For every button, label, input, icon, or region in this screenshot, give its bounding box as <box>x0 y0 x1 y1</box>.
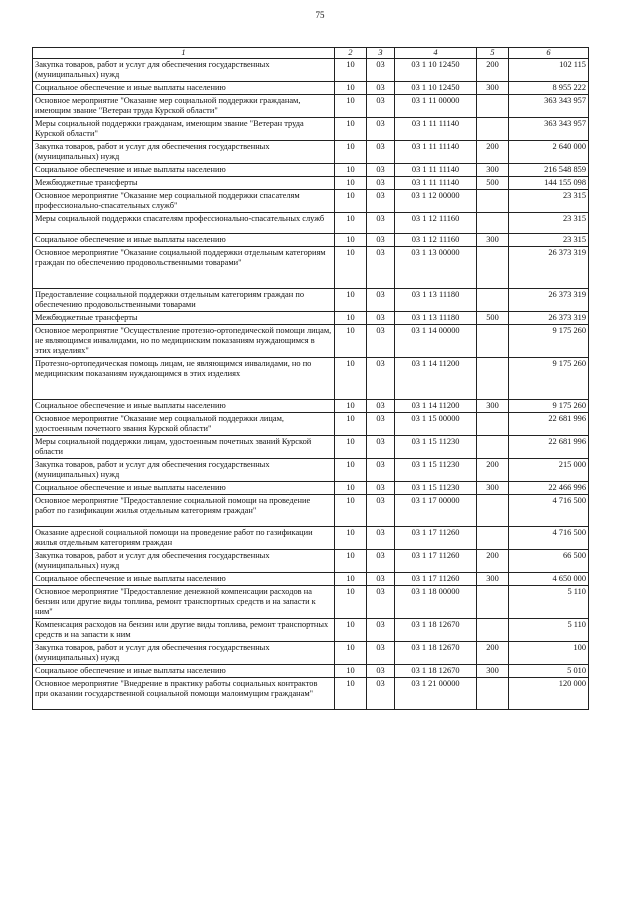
row-podrazdel: 03 <box>367 413 395 436</box>
table-row <box>33 247 589 289</box>
row-name: Закупка товаров, работ и услуг для обеспечения государственных (муниципальных) нужд <box>33 141 335 164</box>
row-name: Меры социальной поддержки гражданам, имеющим звание "Ветеран труда Курской области" <box>33 118 335 141</box>
row-razdel: 10 <box>335 400 367 413</box>
row-razdel: 10 <box>335 190 367 213</box>
row-csr: 03 1 17 00000 <box>395 495 477 527</box>
row-podrazdel: 03 <box>367 141 395 164</box>
row-razdel: 10 <box>335 59 367 82</box>
header-col-5: 5 <box>477 48 509 59</box>
row-csr: 03 1 12 11160 <box>395 213 477 234</box>
row-amount: 100 <box>509 642 589 665</box>
row-name: Межбюджетные трансферты <box>33 177 335 190</box>
row-razdel: 10 <box>335 164 367 177</box>
row-csr: 03 1 12 11160 <box>395 234 477 247</box>
row-csr: 03 1 18 12670 <box>395 665 477 678</box>
row-podrazdel: 03 <box>367 95 395 118</box>
row-amount: 2 640 000 <box>509 141 589 164</box>
row-vr <box>477 527 509 550</box>
table-row <box>33 190 589 213</box>
row-csr: 03 1 15 11230 <box>395 482 477 495</box>
row-name: Меры социальной поддержки лицам, удостоенным почетных званий Курской области <box>33 436 335 459</box>
table-row <box>33 164 589 177</box>
row-name: Оказание адресной социальной помощи на проведение работ по газификации жилья отдельным категориям граждан <box>33 527 335 550</box>
row-csr: 03 1 18 12670 <box>395 642 477 665</box>
row-vr: 300 <box>477 234 509 247</box>
row-vr: 500 <box>477 312 509 325</box>
row-podrazdel: 03 <box>367 118 395 141</box>
row-csr: 03 1 12 00000 <box>395 190 477 213</box>
table-row <box>33 358 589 400</box>
row-amount: 23 315 <box>509 190 589 213</box>
row-razdel: 10 <box>335 586 367 619</box>
row-razdel: 10 <box>335 234 367 247</box>
row-csr: 03 1 11 11140 <box>395 177 477 190</box>
header-col-1: 1 <box>33 48 335 59</box>
row-podrazdel: 03 <box>367 400 395 413</box>
row-razdel: 10 <box>335 642 367 665</box>
row-vr: 300 <box>477 400 509 413</box>
row-podrazdel: 03 <box>367 289 395 312</box>
row-amount: 22 681 996 <box>509 413 589 436</box>
row-podrazdel: 03 <box>367 213 395 234</box>
row-vr <box>477 213 509 234</box>
table-row <box>33 550 589 573</box>
row-csr: 03 1 18 12670 <box>395 619 477 642</box>
row-vr <box>477 436 509 459</box>
row-amount: 5 110 <box>509 586 589 619</box>
row-name: Социальное обеспечение и иные выплаты населению <box>33 573 335 586</box>
row-name: Социальное обеспечение и иные выплаты населению <box>33 234 335 247</box>
row-name: Закупка товаров, работ и услуг для обеспечения государственных (муниципальных) нужд <box>33 642 335 665</box>
row-vr <box>477 619 509 642</box>
row-name: Компенсация расходов на бензин или другие виды топлива, ремонт транспортных средств и на запасти к ним <box>33 619 335 642</box>
row-razdel: 10 <box>335 213 367 234</box>
row-amount: 26 373 319 <box>509 247 589 289</box>
row-razdel: 10 <box>335 573 367 586</box>
row-razdel: 10 <box>335 247 367 289</box>
row-podrazdel: 03 <box>367 325 395 358</box>
row-csr: 03 1 13 11180 <box>395 289 477 312</box>
row-vr: 200 <box>477 141 509 164</box>
row-name: Меры социальной поддержки спасателям профессионально-спасательных служб <box>33 213 335 234</box>
table-row <box>33 495 589 527</box>
row-razdel: 10 <box>335 678 367 710</box>
row-name: Основное мероприятие "Осуществление протезно-ортопедической помощи лицам, не являющимся инвалидами, но по медицинским показаниям нуждающимся в этих изделиях" <box>33 325 335 358</box>
row-razdel: 10 <box>335 436 367 459</box>
row-podrazdel: 03 <box>367 247 395 289</box>
table-row <box>33 118 589 141</box>
header-col-4: 4 <box>395 48 477 59</box>
row-razdel: 10 <box>335 289 367 312</box>
table-row <box>33 436 589 459</box>
row-name: Основное мероприятие "Предоставление денежной компенсации расходов на бензин или другие виды топлива, ремонт транспортных средств и на запасти к ним" <box>33 586 335 619</box>
header-col-6: 6 <box>509 48 589 59</box>
table-row <box>33 95 589 118</box>
row-csr: 03 1 13 00000 <box>395 247 477 289</box>
row-podrazdel: 03 <box>367 665 395 678</box>
row-name: Протезно-ортопедическая помощь лицам, не являющимся инвалидами, но по медицинским показаниям нуждающимся в этих изделиях <box>33 358 335 400</box>
row-amount: 9 175 260 <box>509 325 589 358</box>
row-vr: 300 <box>477 164 509 177</box>
row-csr: 03 1 15 00000 <box>395 413 477 436</box>
row-name: Социальное обеспечение и иные выплаты населению <box>33 82 335 95</box>
table-row <box>33 234 589 247</box>
row-csr: 03 1 17 11260 <box>395 527 477 550</box>
row-name: Закупка товаров, работ и услуг для обеспечения государственных (муниципальных) нужд <box>33 550 335 573</box>
row-razdel: 10 <box>335 95 367 118</box>
row-csr: 03 1 21 00000 <box>395 678 477 710</box>
row-podrazdel: 03 <box>367 177 395 190</box>
header-col-2: 2 <box>335 48 367 59</box>
table-row <box>33 82 589 95</box>
row-csr: 03 1 17 11260 <box>395 573 477 586</box>
row-vr: 300 <box>477 573 509 586</box>
row-csr: 03 1 15 11230 <box>395 459 477 482</box>
row-vr: 300 <box>477 482 509 495</box>
row-amount: 26 373 319 <box>509 312 589 325</box>
row-razdel: 10 <box>335 312 367 325</box>
row-podrazdel: 03 <box>367 459 395 482</box>
row-csr: 03 1 17 11260 <box>395 550 477 573</box>
row-vr <box>477 495 509 527</box>
row-csr: 03 1 11 11140 <box>395 118 477 141</box>
row-vr <box>477 413 509 436</box>
row-name: Предоставление социальной поддержки отдельным категориям граждан по обеспечению продовольственными товарами <box>33 289 335 312</box>
row-amount: 363 343 957 <box>509 118 589 141</box>
row-name: Социальное обеспечение и иные выплаты населению <box>33 665 335 678</box>
row-name: Основное мероприятие "Внедрение в практику работы социальных контрактов при оказании государственной социальной помощи малоимущим гражданам" <box>33 678 335 710</box>
row-razdel: 10 <box>335 482 367 495</box>
row-vr <box>477 586 509 619</box>
row-amount: 5 010 <box>509 665 589 678</box>
row-amount: 22 466 996 <box>509 482 589 495</box>
header-row <box>33 48 589 59</box>
row-name: Основное мероприятие "Оказание мер социальной поддержки спасателям профессионально-спасательных служб" <box>33 190 335 213</box>
table-row <box>33 289 589 312</box>
row-amount: 215 000 <box>509 459 589 482</box>
row-razdel: 10 <box>335 413 367 436</box>
row-podrazdel: 03 <box>367 482 395 495</box>
row-name: Межбюджетные трансферты <box>33 312 335 325</box>
row-amount: 23 315 <box>509 234 589 247</box>
table-row <box>33 482 589 495</box>
row-vr: 500 <box>477 177 509 190</box>
row-csr: 03 1 11 11140 <box>395 164 477 177</box>
row-podrazdel: 03 <box>367 619 395 642</box>
table-row <box>33 619 589 642</box>
row-vr <box>477 95 509 118</box>
row-podrazdel: 03 <box>367 573 395 586</box>
row-amount: 102 115 <box>509 59 589 82</box>
row-name: Социальное обеспечение и иные выплаты населению <box>33 482 335 495</box>
row-vr <box>477 678 509 710</box>
row-podrazdel: 03 <box>367 358 395 400</box>
row-amount: 9 175 260 <box>509 358 589 400</box>
row-razdel: 10 <box>335 619 367 642</box>
row-csr: 03 1 14 11200 <box>395 400 477 413</box>
row-amount: 144 155 098 <box>509 177 589 190</box>
header-col-3: 3 <box>367 48 395 59</box>
row-csr: 03 1 10 12450 <box>395 82 477 95</box>
row-name: Основное мероприятие "Оказание социальной поддержки отдельным категориям граждан по обеспечению продовольственными товарами" <box>33 247 335 289</box>
row-amount: 4 716 500 <box>509 527 589 550</box>
row-podrazdel: 03 <box>367 550 395 573</box>
row-vr <box>477 358 509 400</box>
row-name: Основное мероприятие "Оказание мер социальной поддержки лицам, удостоенным почетного звания Курской области" <box>33 413 335 436</box>
row-amount: 5 110 <box>509 619 589 642</box>
table-row <box>33 59 589 82</box>
row-podrazdel: 03 <box>367 82 395 95</box>
row-csr: 03 1 13 11180 <box>395 312 477 325</box>
row-razdel: 10 <box>335 325 367 358</box>
table-row <box>33 325 589 358</box>
table-row <box>33 413 589 436</box>
row-amount: 120 000 <box>509 678 589 710</box>
row-amount: 4 650 000 <box>509 573 589 586</box>
row-name: Социальное обеспечение и иные выплаты населению <box>33 400 335 413</box>
row-vr: 200 <box>477 550 509 573</box>
table-row <box>33 527 589 550</box>
page-number: 75 <box>315 10 325 20</box>
row-amount: 8 955 222 <box>509 82 589 95</box>
row-vr <box>477 118 509 141</box>
row-vr: 300 <box>477 665 509 678</box>
row-podrazdel: 03 <box>367 436 395 459</box>
row-razdel: 10 <box>335 141 367 164</box>
row-csr: 03 1 14 11200 <box>395 358 477 400</box>
row-amount: 363 343 957 <box>509 95 589 118</box>
row-vr <box>477 247 509 289</box>
table-row <box>33 459 589 482</box>
row-amount: 4 716 500 <box>509 495 589 527</box>
row-amount: 22 681 996 <box>509 436 589 459</box>
table-row <box>33 312 589 325</box>
row-vr <box>477 190 509 213</box>
row-amount: 216 548 859 <box>509 164 589 177</box>
row-vr: 200 <box>477 59 509 82</box>
budget-table <box>32 47 589 710</box>
table-row <box>33 177 589 190</box>
row-razdel: 10 <box>335 358 367 400</box>
row-amount: 66 500 <box>509 550 589 573</box>
row-razdel: 10 <box>335 459 367 482</box>
row-razdel: 10 <box>335 82 367 95</box>
row-podrazdel: 03 <box>367 190 395 213</box>
row-name: Социальное обеспечение и иные выплаты населению <box>33 164 335 177</box>
row-razdel: 10 <box>335 118 367 141</box>
row-vr <box>477 289 509 312</box>
row-name: Закупка товаров, работ и услуг для обеспечения государственных (муниципальных) нужд <box>33 459 335 482</box>
table-row <box>33 642 589 665</box>
table-row <box>33 400 589 413</box>
row-razdel: 10 <box>335 550 367 573</box>
row-podrazdel: 03 <box>367 234 395 247</box>
row-razdel: 10 <box>335 665 367 678</box>
row-podrazdel: 03 <box>367 527 395 550</box>
row-vr: 200 <box>477 459 509 482</box>
table-row <box>33 213 589 234</box>
row-razdel: 10 <box>335 527 367 550</box>
row-amount: 26 373 319 <box>509 289 589 312</box>
row-csr: 03 1 10 12450 <box>395 59 477 82</box>
row-csr: 03 1 18 00000 <box>395 586 477 619</box>
table-body <box>33 59 589 710</box>
row-razdel: 10 <box>335 177 367 190</box>
row-podrazdel: 03 <box>367 495 395 527</box>
row-podrazdel: 03 <box>367 59 395 82</box>
table-row <box>33 586 589 619</box>
row-vr: 200 <box>477 642 509 665</box>
row-amount: 9 175 260 <box>509 400 589 413</box>
row-name: Основное мероприятие "Предоставление социальной помощи на проведение работ по газификации жилья отдельным категориям граждан" <box>33 495 335 527</box>
row-csr: 03 1 14 00000 <box>395 325 477 358</box>
row-csr: 03 1 11 00000 <box>395 95 477 118</box>
row-vr <box>477 325 509 358</box>
table-row <box>33 678 589 710</box>
row-name: Основное мероприятие "Оказание мер социальной поддержки гражданам, имеющим звание "Ветеран труда Курской области" <box>33 95 335 118</box>
row-podrazdel: 03 <box>367 164 395 177</box>
table-row <box>33 141 589 164</box>
row-csr: 03 1 15 11230 <box>395 436 477 459</box>
row-podrazdel: 03 <box>367 642 395 665</box>
row-podrazdel: 03 <box>367 678 395 710</box>
row-name: Закупка товаров, работ и услуг для обеспечения государственных (муниципальных) нужд <box>33 59 335 82</box>
row-amount: 23 315 <box>509 213 589 234</box>
table-row <box>33 573 589 586</box>
row-csr: 03 1 11 11140 <box>395 141 477 164</box>
table-row <box>33 665 589 678</box>
row-razdel: 10 <box>335 495 367 527</box>
row-vr: 300 <box>477 82 509 95</box>
row-podrazdel: 03 <box>367 586 395 619</box>
row-podrazdel: 03 <box>367 312 395 325</box>
